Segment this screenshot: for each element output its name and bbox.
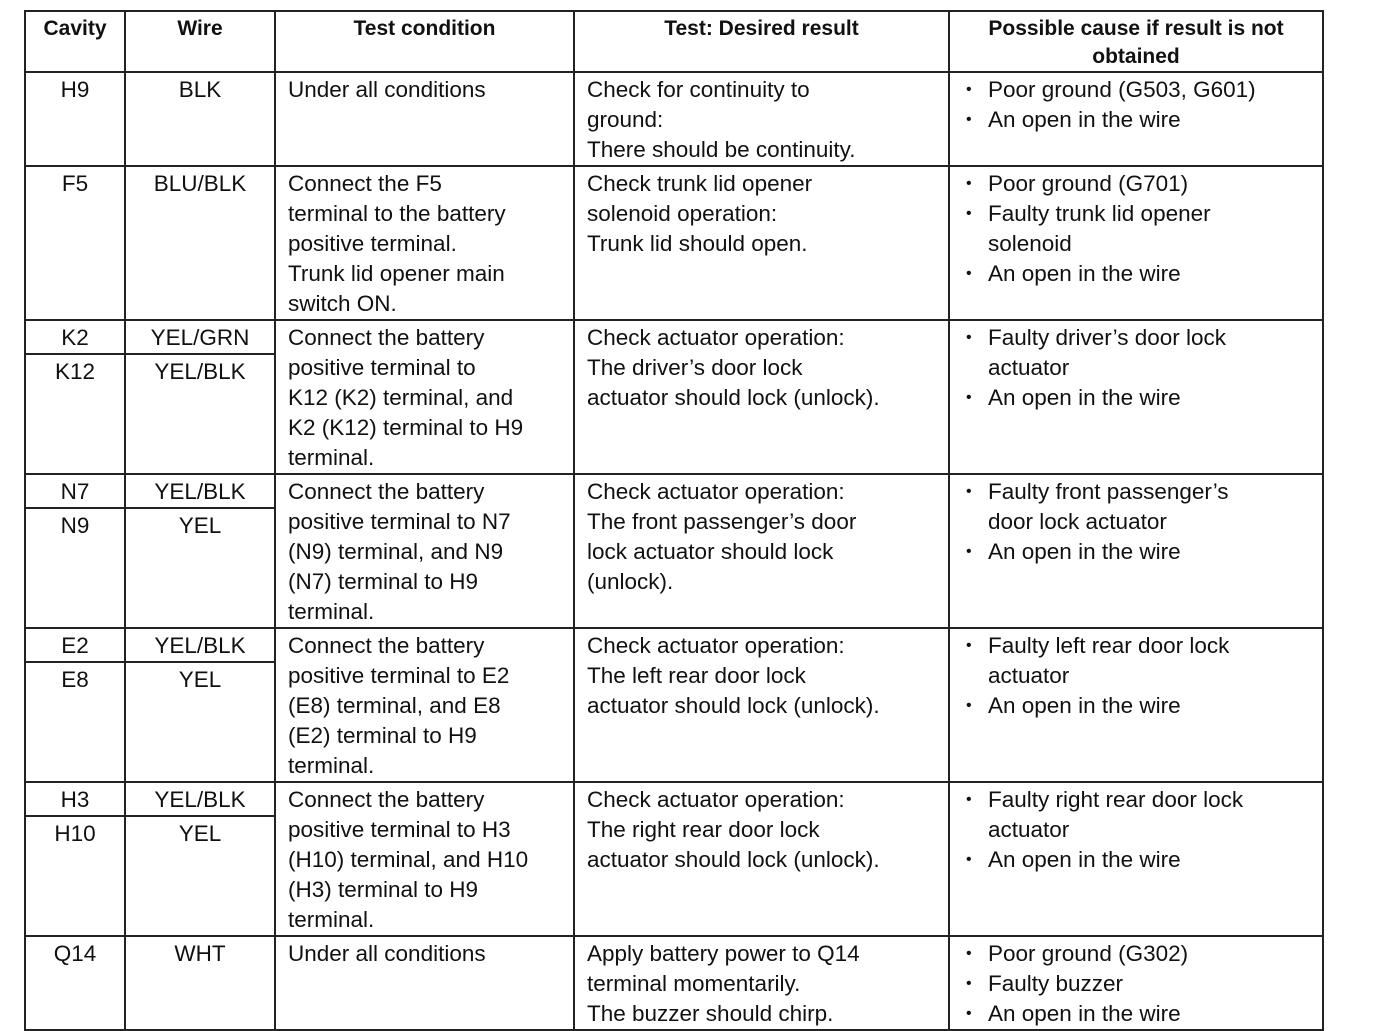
cavity-label: H3 xyxy=(60,787,90,812)
desired-result-text: Check actuator operation: The driver’s door lock actuator should lock (unlock). xyxy=(587,325,880,410)
cavity-label: E2 xyxy=(61,633,89,658)
cause-item xyxy=(964,785,1318,845)
possible-cause-cell xyxy=(949,320,1323,474)
cause-item xyxy=(964,477,1318,537)
cavity-label: N7 xyxy=(60,479,90,504)
table-row xyxy=(25,782,1323,816)
wire-color-label: BLK xyxy=(178,77,222,102)
cause-list xyxy=(950,73,1322,135)
header-wire: Wire xyxy=(125,11,275,72)
wire-color-label: YEL/BLK xyxy=(154,479,246,504)
wire-color-label: BLU/BLK xyxy=(153,171,247,196)
table-body xyxy=(25,72,1323,1030)
cause-item xyxy=(964,169,1318,199)
desired-result-text: Check actuator operation: The left rear door lock actuator should lock (unlock). xyxy=(587,633,880,718)
cause-text: Poor ground (G302) xyxy=(988,941,1189,966)
cause-text: An open in the wire xyxy=(988,107,1181,132)
cause-text: Faulty front passenger’s door lock actuator xyxy=(988,479,1229,534)
wire-color-label: YEL xyxy=(178,513,222,538)
desired-result-cell xyxy=(574,320,949,474)
cause-item xyxy=(964,105,1318,135)
cavity-label: K2 xyxy=(61,325,89,350)
wire-cell xyxy=(125,72,275,166)
test-condition-cell xyxy=(275,628,574,782)
table-row xyxy=(25,628,1323,662)
wire-color-label: YEL/GRN xyxy=(150,325,250,350)
cause-text: An open in the wire xyxy=(988,693,1181,718)
cause-list xyxy=(950,475,1322,567)
wire-color-label: YEL/BLK xyxy=(154,359,246,384)
possible-cause-cell xyxy=(949,782,1323,936)
cause-text: An open in the wire xyxy=(988,847,1181,872)
cause-list xyxy=(950,167,1322,289)
table-row xyxy=(25,320,1323,354)
desired-result-text: Check trunk lid opener solenoid operation: Trunk lid should open. xyxy=(587,171,813,256)
desired-result-cell xyxy=(574,474,949,628)
wire-color-label: YEL/BLK xyxy=(154,633,246,658)
test-condition-cell xyxy=(275,166,574,320)
wire-color-label: WHT xyxy=(174,941,226,966)
possible-cause-cell xyxy=(949,628,1323,782)
cavity-label: F5 xyxy=(61,171,89,196)
table-row xyxy=(25,936,1323,1030)
test-condition-text: Under all conditions xyxy=(288,941,486,966)
possible-cause-cell xyxy=(949,936,1323,1030)
cause-text: Faulty right rear door lock actuator xyxy=(988,787,1244,842)
wire-cell xyxy=(125,474,275,508)
wire-cell xyxy=(125,354,275,474)
cause-item xyxy=(964,631,1318,691)
wire-cell xyxy=(125,166,275,320)
test-condition-cell xyxy=(275,782,574,936)
header-row xyxy=(25,11,1323,72)
test-condition-cell xyxy=(275,936,574,1030)
table-row xyxy=(25,166,1323,320)
cause-text: Faulty buzzer xyxy=(988,971,1124,996)
header-possible-cause: Possible cause if result is not obtained xyxy=(949,11,1323,72)
wire-color-label: YEL/BLK xyxy=(154,787,246,812)
wire-cell xyxy=(125,508,275,628)
cavity-label: H10 xyxy=(54,821,96,846)
cause-list xyxy=(950,783,1322,875)
possible-cause-cell xyxy=(949,166,1323,320)
wire-cell xyxy=(125,628,275,662)
possible-cause-cell xyxy=(949,72,1323,166)
cause-item xyxy=(964,691,1318,721)
desired-result-text: Apply battery power to Q14 terminal momentarily. The buzzer should chirp. xyxy=(587,941,860,1026)
desired-result-cell xyxy=(574,72,949,166)
test-condition-text: Connect the F5 terminal to the battery positive terminal. Trunk lid opener main switch ON. xyxy=(288,171,506,316)
desired-result-cell xyxy=(574,782,949,936)
cavity-cell xyxy=(25,474,125,508)
wire-color-label: YEL xyxy=(178,667,222,692)
cause-text: Poor ground (G503, G601) xyxy=(988,77,1256,102)
cause-text: Faulty trunk lid opener solenoid xyxy=(988,201,1211,256)
cavity-label: N9 xyxy=(60,513,90,538)
cause-item xyxy=(964,75,1318,105)
cavity-cell xyxy=(25,72,125,166)
cause-text: An open in the wire xyxy=(988,539,1181,564)
cause-text: An open in the wire xyxy=(988,261,1181,286)
cavity-label: K12 xyxy=(54,359,96,384)
cause-text: Faulty driver’s door lock actuator xyxy=(988,325,1227,380)
test-condition-text: Connect the battery positive terminal to H3 (H10) terminal, and H10 (H3) terminal to H9 terminal. xyxy=(288,787,529,932)
header-desired-result: Test: Desired result xyxy=(574,11,949,72)
cause-text: An open in the wire xyxy=(988,1001,1181,1026)
cavity-cell xyxy=(25,628,125,662)
cavity-label: E8 xyxy=(61,667,89,692)
test-condition-text: Connect the battery positive terminal to N7 (N9) terminal, and N9 (N7) terminal to H9 terminal. xyxy=(288,479,511,624)
cavity-cell xyxy=(25,662,125,782)
desired-result-cell xyxy=(574,936,949,1030)
cause-item xyxy=(964,969,1318,999)
document-sheet xyxy=(24,10,1324,1031)
wire-color-label: YEL xyxy=(178,821,222,846)
cavity-cell xyxy=(25,320,125,354)
desired-result-cell xyxy=(574,166,949,320)
table-row xyxy=(25,72,1323,166)
cause-text: An open in the wire xyxy=(988,385,1181,410)
test-condition-text: Under all conditions xyxy=(288,77,486,102)
cavity-cell xyxy=(25,166,125,320)
desired-result-text: Check for continuity to ground: There should be continuity. xyxy=(587,77,856,162)
cause-item xyxy=(964,383,1318,413)
cavity-cell xyxy=(25,782,125,816)
table-row xyxy=(25,474,1323,508)
header-test-condition: Test condition xyxy=(275,11,574,72)
cause-item xyxy=(964,999,1318,1029)
desired-result-cell xyxy=(574,628,949,782)
desired-result-text: Check actuator operation: The right rear door lock actuator should lock (unlock). xyxy=(587,787,880,872)
test-condition-text: Connect the battery positive terminal to K12 (K2) terminal, and K2 (K12) terminal to H9 terminal. xyxy=(288,325,524,470)
cavity-cell xyxy=(25,936,125,1030)
test-condition-text: Connect the battery positive terminal to E2 (E8) terminal, and E8 (E2) terminal to H9 terminal. xyxy=(288,633,510,778)
cause-text: Poor ground (G701) xyxy=(988,171,1189,196)
wire-cell xyxy=(125,816,275,936)
cause-item xyxy=(964,199,1318,259)
cavity-label: H9 xyxy=(60,77,90,102)
cause-list xyxy=(950,937,1322,1029)
test-condition-cell xyxy=(275,72,574,166)
cause-list xyxy=(950,629,1322,721)
cavity-label: Q14 xyxy=(53,941,97,966)
test-condition-cell xyxy=(275,320,574,474)
cavity-cell xyxy=(25,508,125,628)
cavity-cell xyxy=(25,816,125,936)
cause-item xyxy=(964,939,1318,969)
wire-cell xyxy=(125,320,275,354)
test-table xyxy=(24,10,1324,1031)
cause-item xyxy=(964,537,1318,567)
cause-list xyxy=(950,321,1322,413)
cause-item xyxy=(964,323,1318,383)
test-condition-cell xyxy=(275,474,574,628)
cavity-cell xyxy=(25,354,125,474)
desired-result-text: Check actuator operation: The front passenger’s door lock actuator should lock (unlock). xyxy=(587,479,857,594)
cause-item xyxy=(964,845,1318,875)
cause-item xyxy=(964,259,1318,289)
wire-cell xyxy=(125,662,275,782)
possible-cause-cell xyxy=(949,474,1323,628)
wire-cell xyxy=(125,936,275,1030)
wire-cell xyxy=(125,782,275,816)
cause-text: Faulty left rear door lock actuator xyxy=(988,633,1230,688)
header-cavity: Cavity xyxy=(25,11,125,72)
